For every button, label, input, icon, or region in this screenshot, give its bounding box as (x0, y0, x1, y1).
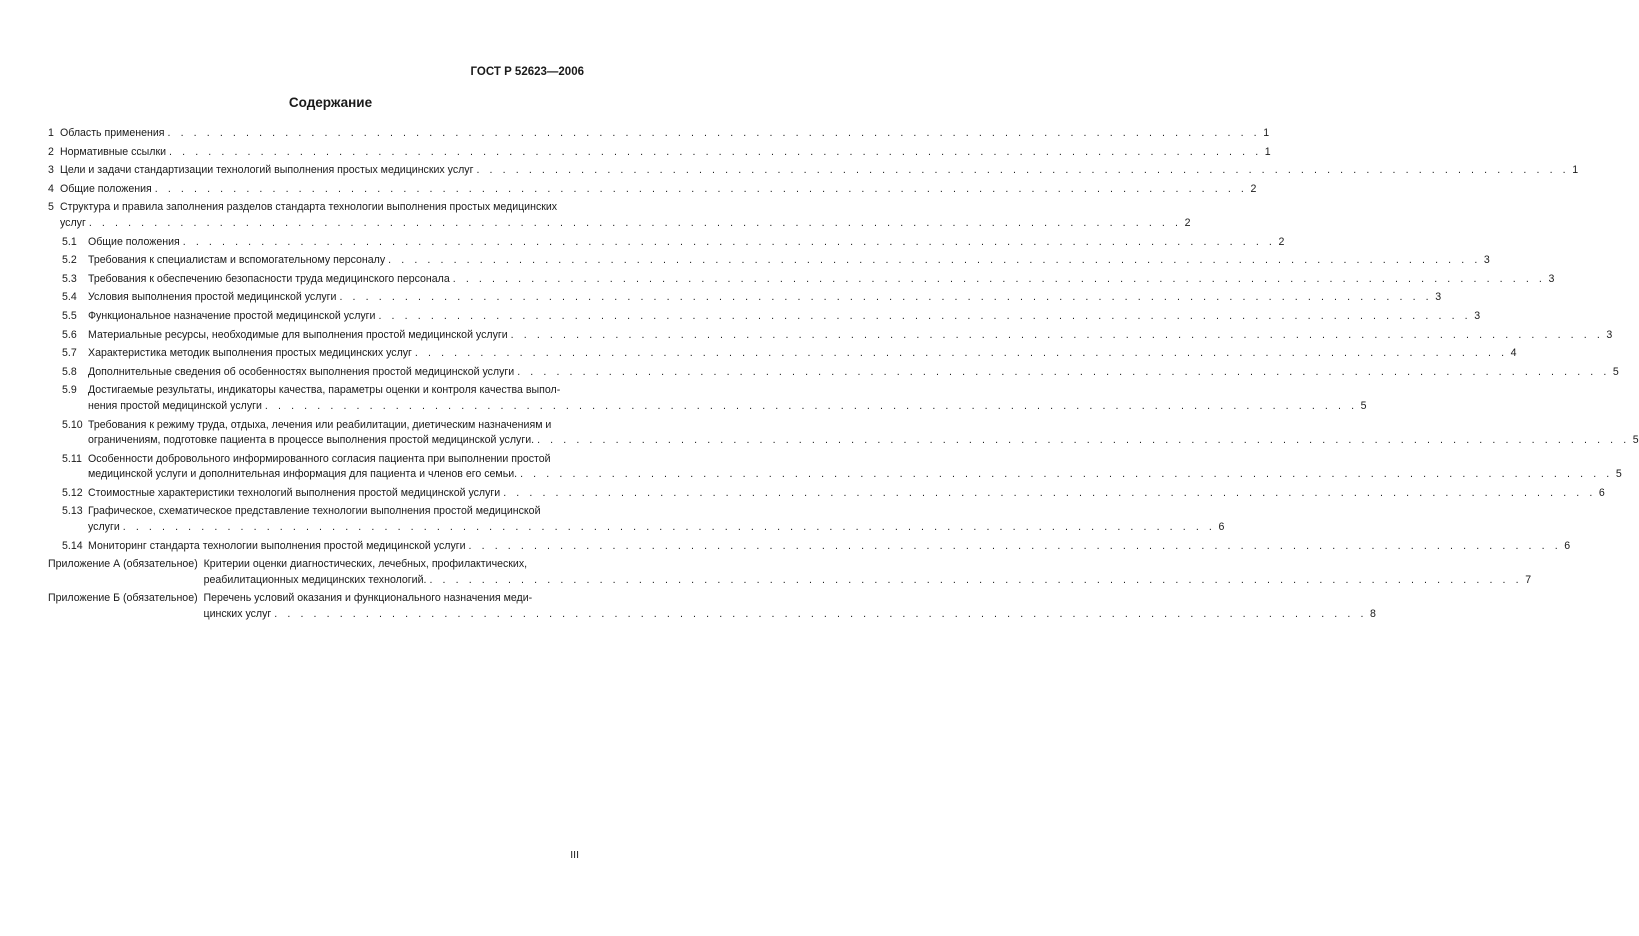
toc-entry-number: 5.2 (62, 254, 77, 267)
toc-page-number: 8 (1370, 608, 1376, 621)
toc-entry[interactable] (48, 200, 1191, 231)
leader-dots: . . . . . . . . . . . . . . . . . . . . . . . . . . . . . . . . . . . . . . . . . . . . . . . . . . . . . . . . . . . . . . . . . . . . . . . . . . . . . . . . . . . . (274, 608, 1367, 621)
toc-page-number: 3 (1435, 291, 1442, 304)
toc-entry-body (60, 182, 1257, 198)
leader-dots: . . . . . . . . . . . . . . . . . . . . . . . . . . . . . . . . . . . . . . . . . . . . . . . . . . . . . . . . . . . . . . . . . . . . . . . . . . . . . . . . . . . . (154, 182, 1248, 195)
toc-entry-body (88, 539, 1571, 555)
toc-entry-number: 5.4 (62, 291, 77, 304)
leader-dots: . . . . . . . . . . . . . . . . . . . . . . . . . . . . . . . . . . . . . . . . . . . . . . . . . . . . . . . . . . . . . . . . . . . . . . . . . . . . . . . . . . . . (537, 434, 1630, 447)
leader-dots: . . . . . . . . . . . . . . . . . . . . . . . . . . . . . . . . . . . . . . . . . . . . . . . . . . . . . . . . . . . . . . . . . . . . . . . . . . . . . . . . . . . . (264, 399, 1358, 412)
toc-entry-body (88, 253, 1490, 269)
toc-appendix-label: Приложение Б (обязательное) (48, 592, 198, 605)
toc-entry-text: Общие положения (60, 182, 152, 195)
toc-entry-body (203, 557, 1532, 588)
leader-dots: . . . . . . . . . . . . . . . . . . . . . . . . . . . . . . . . . . . . . . . . . . . . . . . . . . . . . . . . . . . . . . . . . . . . . . . . . . . . . . . . . . . . (167, 127, 1261, 139)
toc-entry-body (88, 272, 1555, 288)
toc-entry-text: Характеристика методик выполнения простых медицинских услуг (88, 347, 412, 360)
toc-entry-text: нения простой медицинской услуги (88, 399, 262, 412)
leader-dots: . . . . . . . . . . . . . . . . . . . . . . . . . . . . . . . . . . . . . . . . . . . . . . . . . . . . . . . . . . . . . . . . . . . . . . . . . . . . . . . . . . . . (88, 216, 1182, 229)
toc-entry-body (60, 163, 1579, 179)
toc-entry-number: 5 (48, 201, 54, 214)
toc-entry[interactable] (48, 365, 1619, 381)
leader-dots: . . . . . . . . . . . . . . . . . . . . . . . . . . . . . . . . . . . . . . . . . . . . . . . . . . . . . . . . . . . . . . . . . . . . . . . . . . . . . . . . . . . . (517, 365, 1610, 378)
toc-entry-number: 1 (48, 127, 54, 139)
toc-page-number: 6 (1218, 521, 1225, 534)
toc-entry-text: Функциональное назначение простой медицинской услуги (88, 309, 376, 322)
toc-entry-text: реабилитационных медицинских технологий. (203, 573, 427, 586)
toc-entry[interactable] (48, 253, 1490, 269)
toc-entry[interactable] (48, 235, 1285, 251)
toc-entry[interactable] (48, 126, 1270, 142)
toc-entry[interactable] (48, 557, 1532, 588)
toc-entry-text: Нормативные ссылки (60, 145, 167, 158)
page-number: III (570, 849, 579, 861)
toc-entry-number: 5.13 (62, 505, 83, 518)
toc-page-number: 3 (1548, 272, 1555, 285)
toc-entry-number: 5.12 (62, 486, 83, 499)
toc-entry[interactable] (48, 383, 1367, 414)
toc-entry-text: Критерии оценки диагностических, лечебных, профилактических, (203, 558, 528, 571)
toc-page-number: 6 (1564, 539, 1571, 552)
leader-dots: . . . . . . . . . . . . . . . . . . . . . . . . . . . . . . . . . . . . . . . . . . . . . . . . . . . . . . . . . . . . . . . . . . . . . . . . . . . . . . . . . . . . (169, 145, 1262, 158)
toc-entry-text: Условия выполнения простой медицинской услуги (88, 291, 337, 304)
toc-entry[interactable] (48, 290, 1442, 306)
toc-title: Содержание (288, 95, 373, 110)
toc-entry-text: Область применения (60, 127, 165, 139)
toc-entry[interactable] (48, 346, 1517, 362)
toc-entry-body (88, 504, 1225, 535)
leader-dots: . . . . . . . . . . . . . . . . . . . . . . . . . . . . . . . . . . . . . . . . . . . . . . . . . . . . . . . . . . . . . . . . . . . . . . . . . . . . . . . . . . . . (476, 164, 1570, 177)
leader-dots: . . . . . . . . . . . . . . . . . . . . . . . . . . . . . . . . . . . . . . . . . . . . . . . . . . . . . . . . . . . . . . . . . . . . . . . . . . . . . . . . . . . . (520, 468, 1613, 481)
toc-entry-text: ограничениям, подготовке пациента в процессе выполнения простой медицинской услуги. (88, 434, 535, 447)
toc-entry-number: 5.10 (62, 418, 83, 431)
leader-dots: . . . . . . . . . . . . . . . . . . . . . . . . . . . . . . . . . . . . . . . . . . . . . . . . . . . . . . . . . . . . . . . . . . . . . . . . . . . . . . . . . . . . (122, 521, 1216, 534)
toc-entry-line (60, 182, 1257, 198)
toc-entry-number: 5.3 (62, 272, 77, 285)
toc-entry-number: 3 (48, 164, 54, 177)
toc-entry-text: Требования к обеспечению безопасности труда медицинского персонала (88, 272, 450, 285)
leader-dots: . . . . . . . . . . . . . . . . . . . . . . . . . . . . . . . . . . . . . . . . . . . . . . . . . . . . . . . . . . . . . . . . . . . . . . . . . . . . . . . . . . . . (378, 309, 1472, 322)
toc-entry-number: 4 (48, 182, 54, 195)
toc-entry-line (203, 573, 1532, 589)
toc-entry-body (88, 418, 1639, 449)
toc-entry[interactable] (48, 145, 1271, 161)
leader-dots: . . . . . . . . . . . . . . . . . . . . . . . . . . . . . . . . . . . . . . . . . . . . . . . . . . . . . . . . . . . . . . . . . . . . . . . . . . . . . . . . . . . . (414, 347, 1508, 360)
toc-entry-line (88, 539, 1571, 555)
toc-page-number: 3 (1474, 309, 1481, 322)
toc-entry[interactable] (48, 272, 1555, 288)
toc-entry-body (88, 365, 1619, 381)
toc-page-number: 4 (1510, 347, 1517, 360)
toc-entry-body (88, 235, 1285, 251)
document-id: ГОСТ Р 52623—2006 (470, 66, 584, 78)
toc-entry[interactable] (48, 418, 1639, 449)
toc-entry[interactable] (48, 328, 1613, 344)
toc-entry-text: услуг (60, 216, 86, 229)
toc-entry[interactable] (48, 163, 1579, 179)
toc-entry-body (60, 126, 1270, 142)
leader-dots: . . . . . . . . . . . . . . . . . . . . . . . . . . . . . . . . . . . . . . . . . . . . . . . . . . . . . . . . . . . . . . . . . . . . . . . . . . . . . . . . . . . . (503, 486, 1596, 499)
toc-appendix-label: Приложение А (обязательное) (48, 558, 198, 571)
toc-entry[interactable] (48, 452, 1622, 483)
toc-entry-text: Стоимостные характеристики технологий выполнения простой медицинской услуги (88, 486, 501, 499)
toc-entry-text: Достигаемые результаты, индикаторы качества, параметры оценки и контроля качества выпол- (88, 384, 561, 397)
toc-entry-line (88, 309, 1481, 325)
toc-entry-body (88, 309, 1481, 325)
toc-entry-text: Требования к режиму труда, отдыха, лечения или реабилитации, диетическим назначениям и (88, 418, 552, 431)
toc-page-number: 1 (1263, 127, 1270, 139)
toc-entry-line (60, 145, 1271, 161)
toc-page-number: 1 (1264, 145, 1271, 158)
toc-entry[interactable] (48, 182, 1257, 198)
toc-entry-text: Общие положения (88, 235, 180, 248)
toc-entry-body (203, 591, 1376, 622)
toc-entry-line (88, 467, 1622, 483)
toc-entry[interactable] (48, 504, 1225, 535)
toc-page-number: 2 (1250, 182, 1257, 195)
toc-page-number: 5 (1360, 399, 1367, 412)
toc-entry-text: Мониторинг стандарта технологии выполнения простой медицинской услуги (88, 539, 466, 552)
toc-entry-text: Перечень условий оказания и функционального назначения меди- (203, 592, 533, 605)
toc-entry-number: 5.6 (62, 328, 77, 341)
toc-page-number: 5 (1632, 434, 1639, 447)
toc-entry[interactable] (48, 486, 1605, 502)
toc-entry-text: Особенности добровольного информированного согласия пациента при выполнении простой (88, 452, 551, 465)
toc-entry-number: 5.9 (62, 384, 77, 397)
table-of-contents (48, 126, 1639, 626)
toc-entry-number: 5.7 (62, 347, 77, 360)
toc-entry-text: цинских услуг (203, 608, 272, 621)
toc-entry-body (88, 346, 1517, 362)
toc-entry-text: медицинской услуги и дополнительная информация для пациента и членов его семьи. (88, 468, 518, 481)
leader-dots: . . . . . . . . . . . . . . . . . . . . . . . . . . . . . . . . . . . . . . . . . . . . . . . . . . . . . . . . . . . . . . . . . . . . . . . . . . . . . . . . . . . . (429, 573, 1523, 586)
toc-page-number: 3 (1606, 328, 1613, 341)
leader-dots: . . . . . . . . . . . . . . . . . . . . . . . . . . . . . . . . . . . . . . . . . . . . . . . . . . . . . . . . . . . . . . . . . . . . . . . . . . . . . . . . . . . . (339, 291, 1433, 304)
toc-entry-line (60, 216, 1191, 232)
toc-entry-body (88, 452, 1622, 483)
toc-entry-text: Материальные ресурсы, необходимые для выполнения простой медицинской услуги (88, 328, 508, 341)
toc-entry-number: 5.11 (62, 452, 82, 465)
toc-entry-line (88, 346, 1517, 362)
toc-entry-number: 5.1 (62, 235, 77, 248)
toc-entry-line (60, 163, 1579, 179)
toc-page-number: 5 (1612, 365, 1619, 378)
toc-entry-line (60, 126, 1270, 142)
toc-entry-number: 2 (48, 145, 54, 158)
toc-entry-line (88, 399, 1367, 415)
toc-entry-body (60, 200, 1191, 231)
toc-page-number: 2 (1278, 235, 1285, 248)
toc-page-number: 2 (1184, 216, 1191, 229)
toc-entry-text: Дополнительные сведения об особенностях выполнения простой медицинской услуги (88, 365, 515, 378)
toc-entry[interactable] (48, 539, 1571, 555)
toc-page-number: 7 (1525, 573, 1532, 586)
toc-entry-number: 5.5 (62, 309, 77, 322)
toc-entry-number: 5.8 (62, 365, 77, 378)
toc-entry-line (88, 328, 1613, 344)
toc-entry-line (88, 486, 1605, 502)
toc-entry-line (88, 272, 1555, 288)
toc-entry-line (88, 520, 1225, 536)
toc-entry-text: Графическое, схематическое представление технологии выполнения простой медицинской (88, 505, 541, 518)
leader-dots: . . . . . . . . . . . . . . . . . . . . . . . . . . . . . . . . . . . . . . . . . . . . . . . . . . . . . . . . . . . . . . . . . . . . . . . . . . . . . . . . . . . . (510, 328, 1604, 341)
toc-entry[interactable] (48, 591, 1376, 622)
toc-entry-body (88, 383, 1367, 414)
leader-dots: . . . . . . . . . . . . . . . . . . . . . . . . . . . . . . . . . . . . . . . . . . . . . . . . . . . . . . . . . . . . . . . . . . . . . . . . . . . . . . . . . . . . (452, 272, 1546, 285)
toc-entry-line (88, 253, 1490, 269)
toc-entry-line (203, 607, 1376, 623)
toc-entry-text: услуги (88, 521, 120, 534)
toc-entry-text: Структура и правила заполнения разделов стандарта технологии выполнения простых медицинских (60, 201, 558, 214)
toc-page-number: 5 (1615, 468, 1622, 481)
toc-entry-number: 5.14 (62, 539, 83, 552)
toc-entry-text: Требования к специалистам и вспомогательному персоналу (88, 254, 386, 267)
toc-entry-line (88, 290, 1442, 306)
leader-dots: . . . . . . . . . . . . . . . . . . . . . . . . . . . . . . . . . . . . . . . . . . . . . . . . . . . . . . . . . . . . . . . . . . . . . . . . . . . . . . . . . . . . (182, 235, 1276, 248)
toc-entry-body (88, 290, 1442, 306)
toc-page-number: 3 (1483, 254, 1490, 267)
toc-entry-line (88, 433, 1639, 449)
toc-entry-text: Цели и задачи стандартизации технологий выполнения простых медицинских услуг (60, 164, 474, 177)
toc-page-number: 1 (1572, 164, 1579, 177)
toc-entry-body (60, 145, 1271, 161)
toc-entry-line (88, 365, 1619, 381)
leader-dots: . . . . . . . . . . . . . . . . . . . . . . . . . . . . . . . . . . . . . . . . . . . . . . . . . . . . . . . . . . . . . . . . . . . . . . . . . . . . . . . . . . . . (468, 539, 1562, 552)
toc-entry-line (88, 235, 1285, 251)
toc-page-number: 6 (1598, 486, 1605, 499)
toc-entry-body (88, 486, 1605, 502)
toc-entry-body (88, 328, 1613, 344)
leader-dots: . . . . . . . . . . . . . . . . . . . . . . . . . . . . . . . . . . . . . . . . . . . . . . . . . . . . . . . . . . . . . . . . . . . . . . . . . . . . . . . . . . . . (388, 254, 1481, 267)
toc-entry[interactable] (48, 309, 1481, 325)
